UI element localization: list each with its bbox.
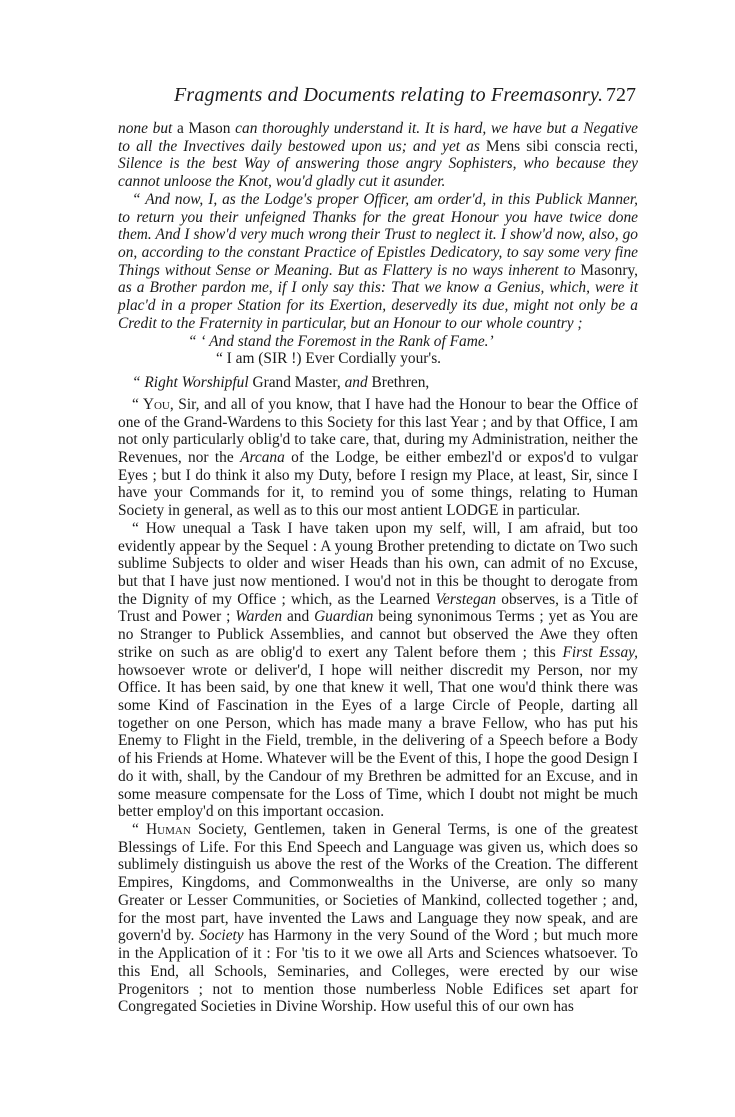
verse-line: “ ‘ And stand the Foremost in the Rank of Fame.’ <box>188 332 494 350</box>
paragraph-human-society: “ Human Society, Gentlemen, taken in General Terms, is one of the greatest Blessings of Life. For this End Speech and Language was given us, which does so sublimely distinguish us above the rest of the Works of the Creation. The different Empires, Kingdoms, and Commonwealths in the Universe, are only so many Greater or Lesser Communities, or Societies of Mankind, collected together ; and, for the most part, have invented the Laws and Language they now speak, and are govern'd by. Society has Harmony in the very Sound of the Word ; but much more in the Application of it : For 'tis to it we owe all Arts and Sciences whatsoever. To this End, all Schools, Seminaries, and Colleges, were erected by our wise Progenitors ; not to mention those numberless Noble Edifices set apart for Congregated Societies in Divine Worship. How useful this of our own has <box>118 821 638 1016</box>
paragraph-office: “ You, Sir, and all of you know, that I have had the Honour to bear the Office of one of the Grand-Wardens to this Society for this last Year ; and by that Office, I am not only particularly oblig'd to take care, that, during my Administration, neither the Revenues, nor the Arcana of the Lodge, be either embezl'd or expos'd to vulgar Eyes ; but I do think it also my Duty, before I resign my Place, at least, Sir, since I have your Commands for it, to remind you of some things, relating to Human Society in general, as well as to this our most antient LODGE in particular. <box>118 395 639 520</box>
page-number: 727 <box>606 84 636 106</box>
signature-line: “ I am (SIR !) Ever Cordially your's. <box>216 350 442 368</box>
salutation: “ Right Worshipful Grand Master, and Brethren, <box>132 374 430 392</box>
page-body <box>118 120 638 1016</box>
paragraph-continuation: none but a Mason can thoroughly understand it. It is hard, we have but a Negative to all the Invectives daily bestowed upon us; and yet as Mens sibi conscia recti, Silence is the best Way of answering those angry Sophisters, who because they cannot unloose the Knot, wou'd gladly cut it asunder. <box>118 120 638 191</box>
page-header <box>118 84 636 110</box>
paragraph-thanks: “ And now, I, as the Lodge's proper Officer, am order'd, in this Publick Manner, to return you their unfeigned Thanks for the great Honour you have twice done them. And I show'd very much wrong their Trust to neglect it. I show'd now, also, go on, according to the constant Practice of Epistles Dedicatory, to say some very fine Things without Sense or Meaning. But as Flattery is no ways inherent to Masonry, as a Brother pardon me, if I only say this: That we know a Genius, which, were it plac'd in a proper Station for its Exertion, deservedly its due, might not only be a Credit to the Fraternity in particular, but an Honour to our whole country ; <box>118 190 638 332</box>
paragraph-task: “ How unequal a Task I have taken upon my self, will, I am afraid, but too evidently appear by the Sequel : A young Brother pretending to dictate on Two such sublime Subjects to older and wiser Heads than his own, can admit of no Excuse, but that I have just now mentioned. I wou'd not in this be thought to derogate from the Dignity of my Office ; which, as the Learned Verstegan observes, is a Title of Trust and Power ; Warden and Guardian being synonimous Terms ; yet as You are no Stranger to Publick Assemblies, and cannot but observed the Awe they often strike on such as are oblig'd to exert any Talent before them ; this First Essay, howsoever wrote or deliver'd, I hope will neither discredit my Person, nor my Office. It has been said, by one that knew it well, That one wou'd think there was some Kind of Fascination in the Eyes of a large Circle of People, darting all together on one Person, which has made many a brave Fellow, who has put his Enemy to Flight in the Field, tremble, in the delivering of a Speech before a Body of his Friends at Home. Whatever will be the Event of this, I hope the good Design I do it with, shall, by the Candour of my Brethren be admitted for an Excuse, and in some measure compensate for the Loss of Time, which I doubt not might be much better employ'd on this important occasion. <box>118 519 639 821</box>
running-title: Fragments and Documents relating to Freemasonry. <box>174 84 604 106</box>
